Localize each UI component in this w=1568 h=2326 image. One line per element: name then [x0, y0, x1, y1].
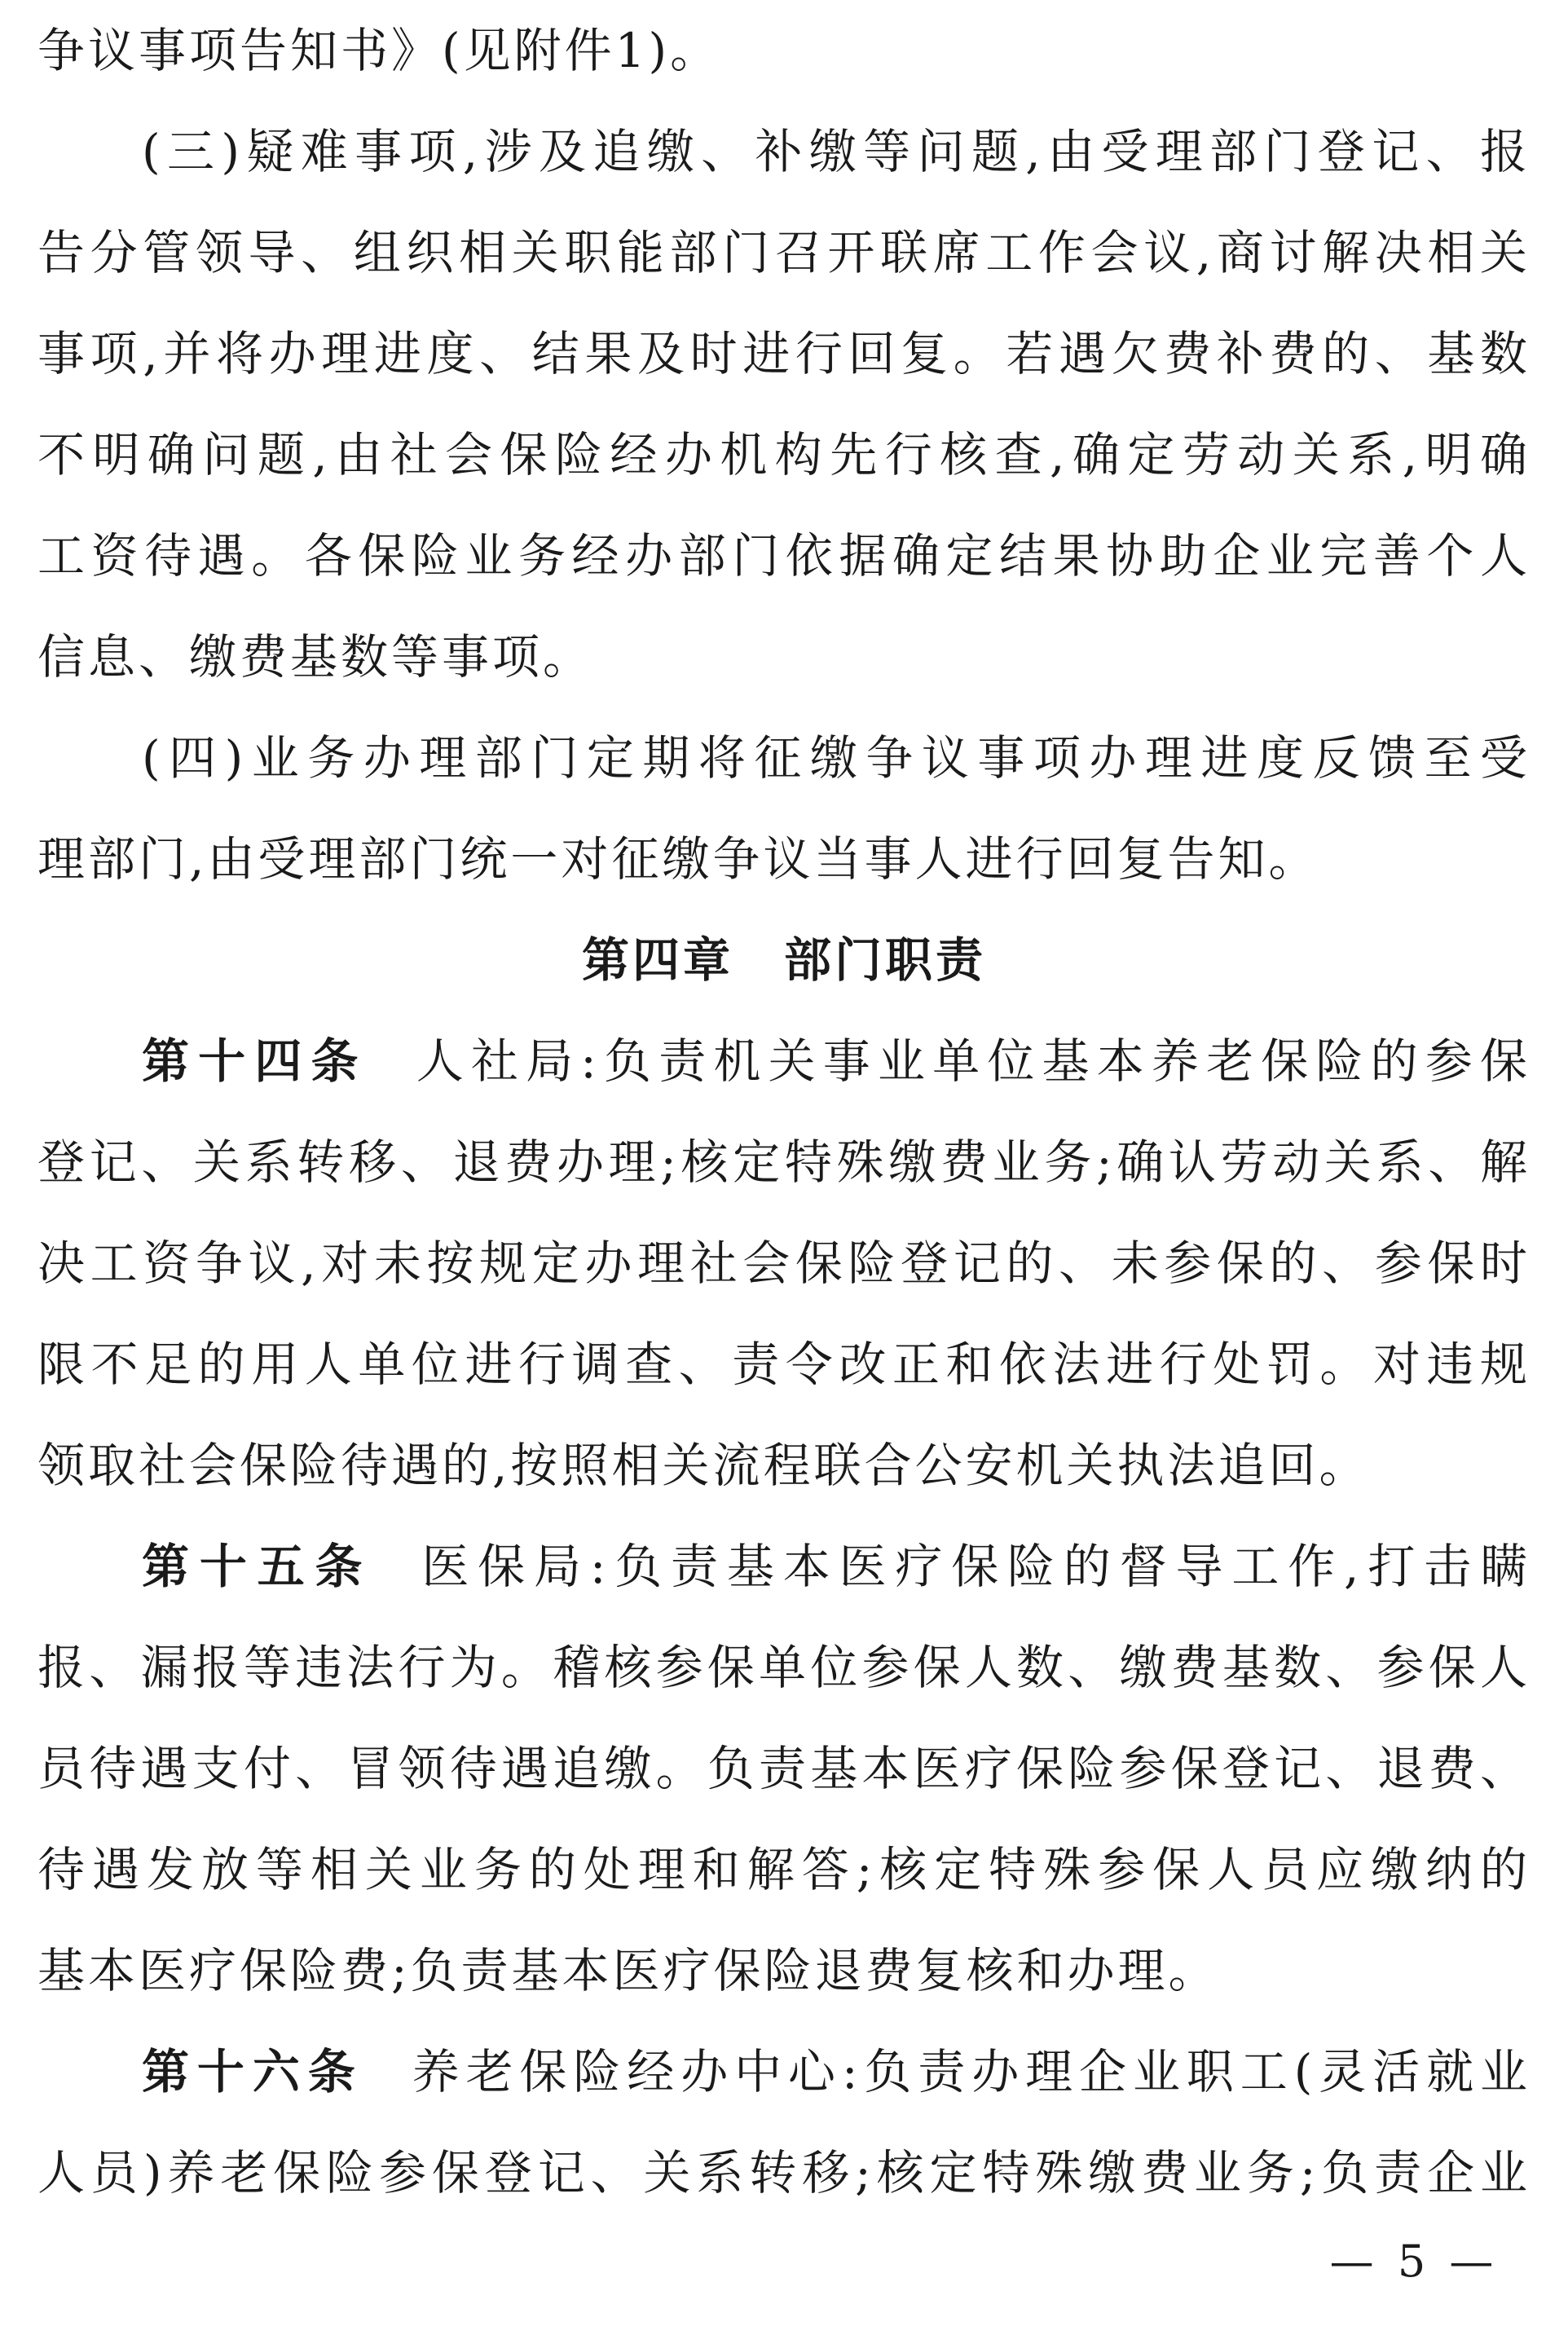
text-line: 待遇发放等相关业务的处理和解答;核定特殊参保人员应缴纳的 — [37, 1842, 1531, 1897]
text-line: 不明确问题,由社会保险经办机构先行核查,确定劳动关系,明确 — [37, 427, 1531, 482]
text-line: 告分管领导、组织相关职能部门召开联席工作会议,商讨解决相关 — [37, 225, 1531, 280]
article-title: 第十五条 — [142, 1539, 373, 1594]
article-paragraph — [37, 1516, 1531, 2021]
article-text: 养老保险经办中心:负责办理企业职工(灵活就业 — [412, 2044, 1531, 2099]
text-line: 领取社会保险待遇的,按照相关流程联合公安机关执法追回。 — [37, 1438, 1370, 1493]
article-title: 第十四条 — [142, 1033, 368, 1089]
text-line: 争议事项告知书》(见附件1)。 — [37, 23, 721, 78]
article-title: 第十六条 — [142, 2044, 363, 2099]
text-line — [37, 2021, 1531, 2122]
text-line: (四)业务办理部门定期将征缴争议事项办理进度反馈至受 — [142, 730, 1531, 786]
text-line: 工资待遇。各保险业务经办部门依据确定结果协助企业完善个人 — [37, 528, 1531, 584]
text-line: 员待遇支付、冒领待遇追缴。负责基本医疗保险参保登记、退费、 — [37, 1741, 1531, 1796]
text-line: (三)疑难事项,涉及追缴、补缴等问题,由受理部门登记、报 — [142, 124, 1531, 179]
paragraph — [37, 0, 1531, 101]
text-line: 决工资争议,对未按规定办理社会保险登记的、未参保的、参保时 — [37, 1236, 1531, 1291]
chapter-heading: 第四章 部门职责 — [581, 932, 986, 988]
text-line: 登记、关系转移、退费办理;核定特殊缴费业务;确认劳动关系、解 — [37, 1134, 1531, 1190]
text-line: 基本医疗保险费;负责基本医疗保险退费复核和办理。 — [37, 1943, 1219, 1998]
text-line: 人员)养老保险参保登记、关系转移;核定特殊缴费业务;负责企业 — [37, 2145, 1531, 2200]
text-line: 限不足的用人单位进行调查、责令改正和依法进行处罚。对违规 — [37, 1337, 1531, 1392]
text-line: 事项,并将办理进度、结果及时进行回复。若遇欠费补费的、基数 — [37, 326, 1531, 381]
article-text: 医保局:负责基本医疗保险的督导工作,打击瞒 — [421, 1539, 1531, 1594]
text-line — [37, 1011, 1531, 1112]
article-paragraph — [37, 2021, 1531, 2223]
text-line: 报、漏报等违法行为。稽核参保单位参保人数、缴费基数、参保人 — [37, 1640, 1531, 1695]
article-paragraph — [37, 1011, 1531, 1516]
text-line — [37, 1516, 1531, 1617]
text-line: 信息、缴费基数等事项。 — [37, 629, 594, 685]
article-text: 人社局:负责机关事业单位基本养老保险的参保 — [416, 1033, 1531, 1089]
paragraph — [37, 101, 1531, 707]
paragraph — [37, 707, 1531, 910]
text-line: 理部门,由受理部门统一对征缴争议当事人进行回复告知。 — [37, 831, 1319, 887]
document-body — [37, 0, 1531, 2223]
page-number: — 5 — — [1329, 2236, 1499, 2287]
